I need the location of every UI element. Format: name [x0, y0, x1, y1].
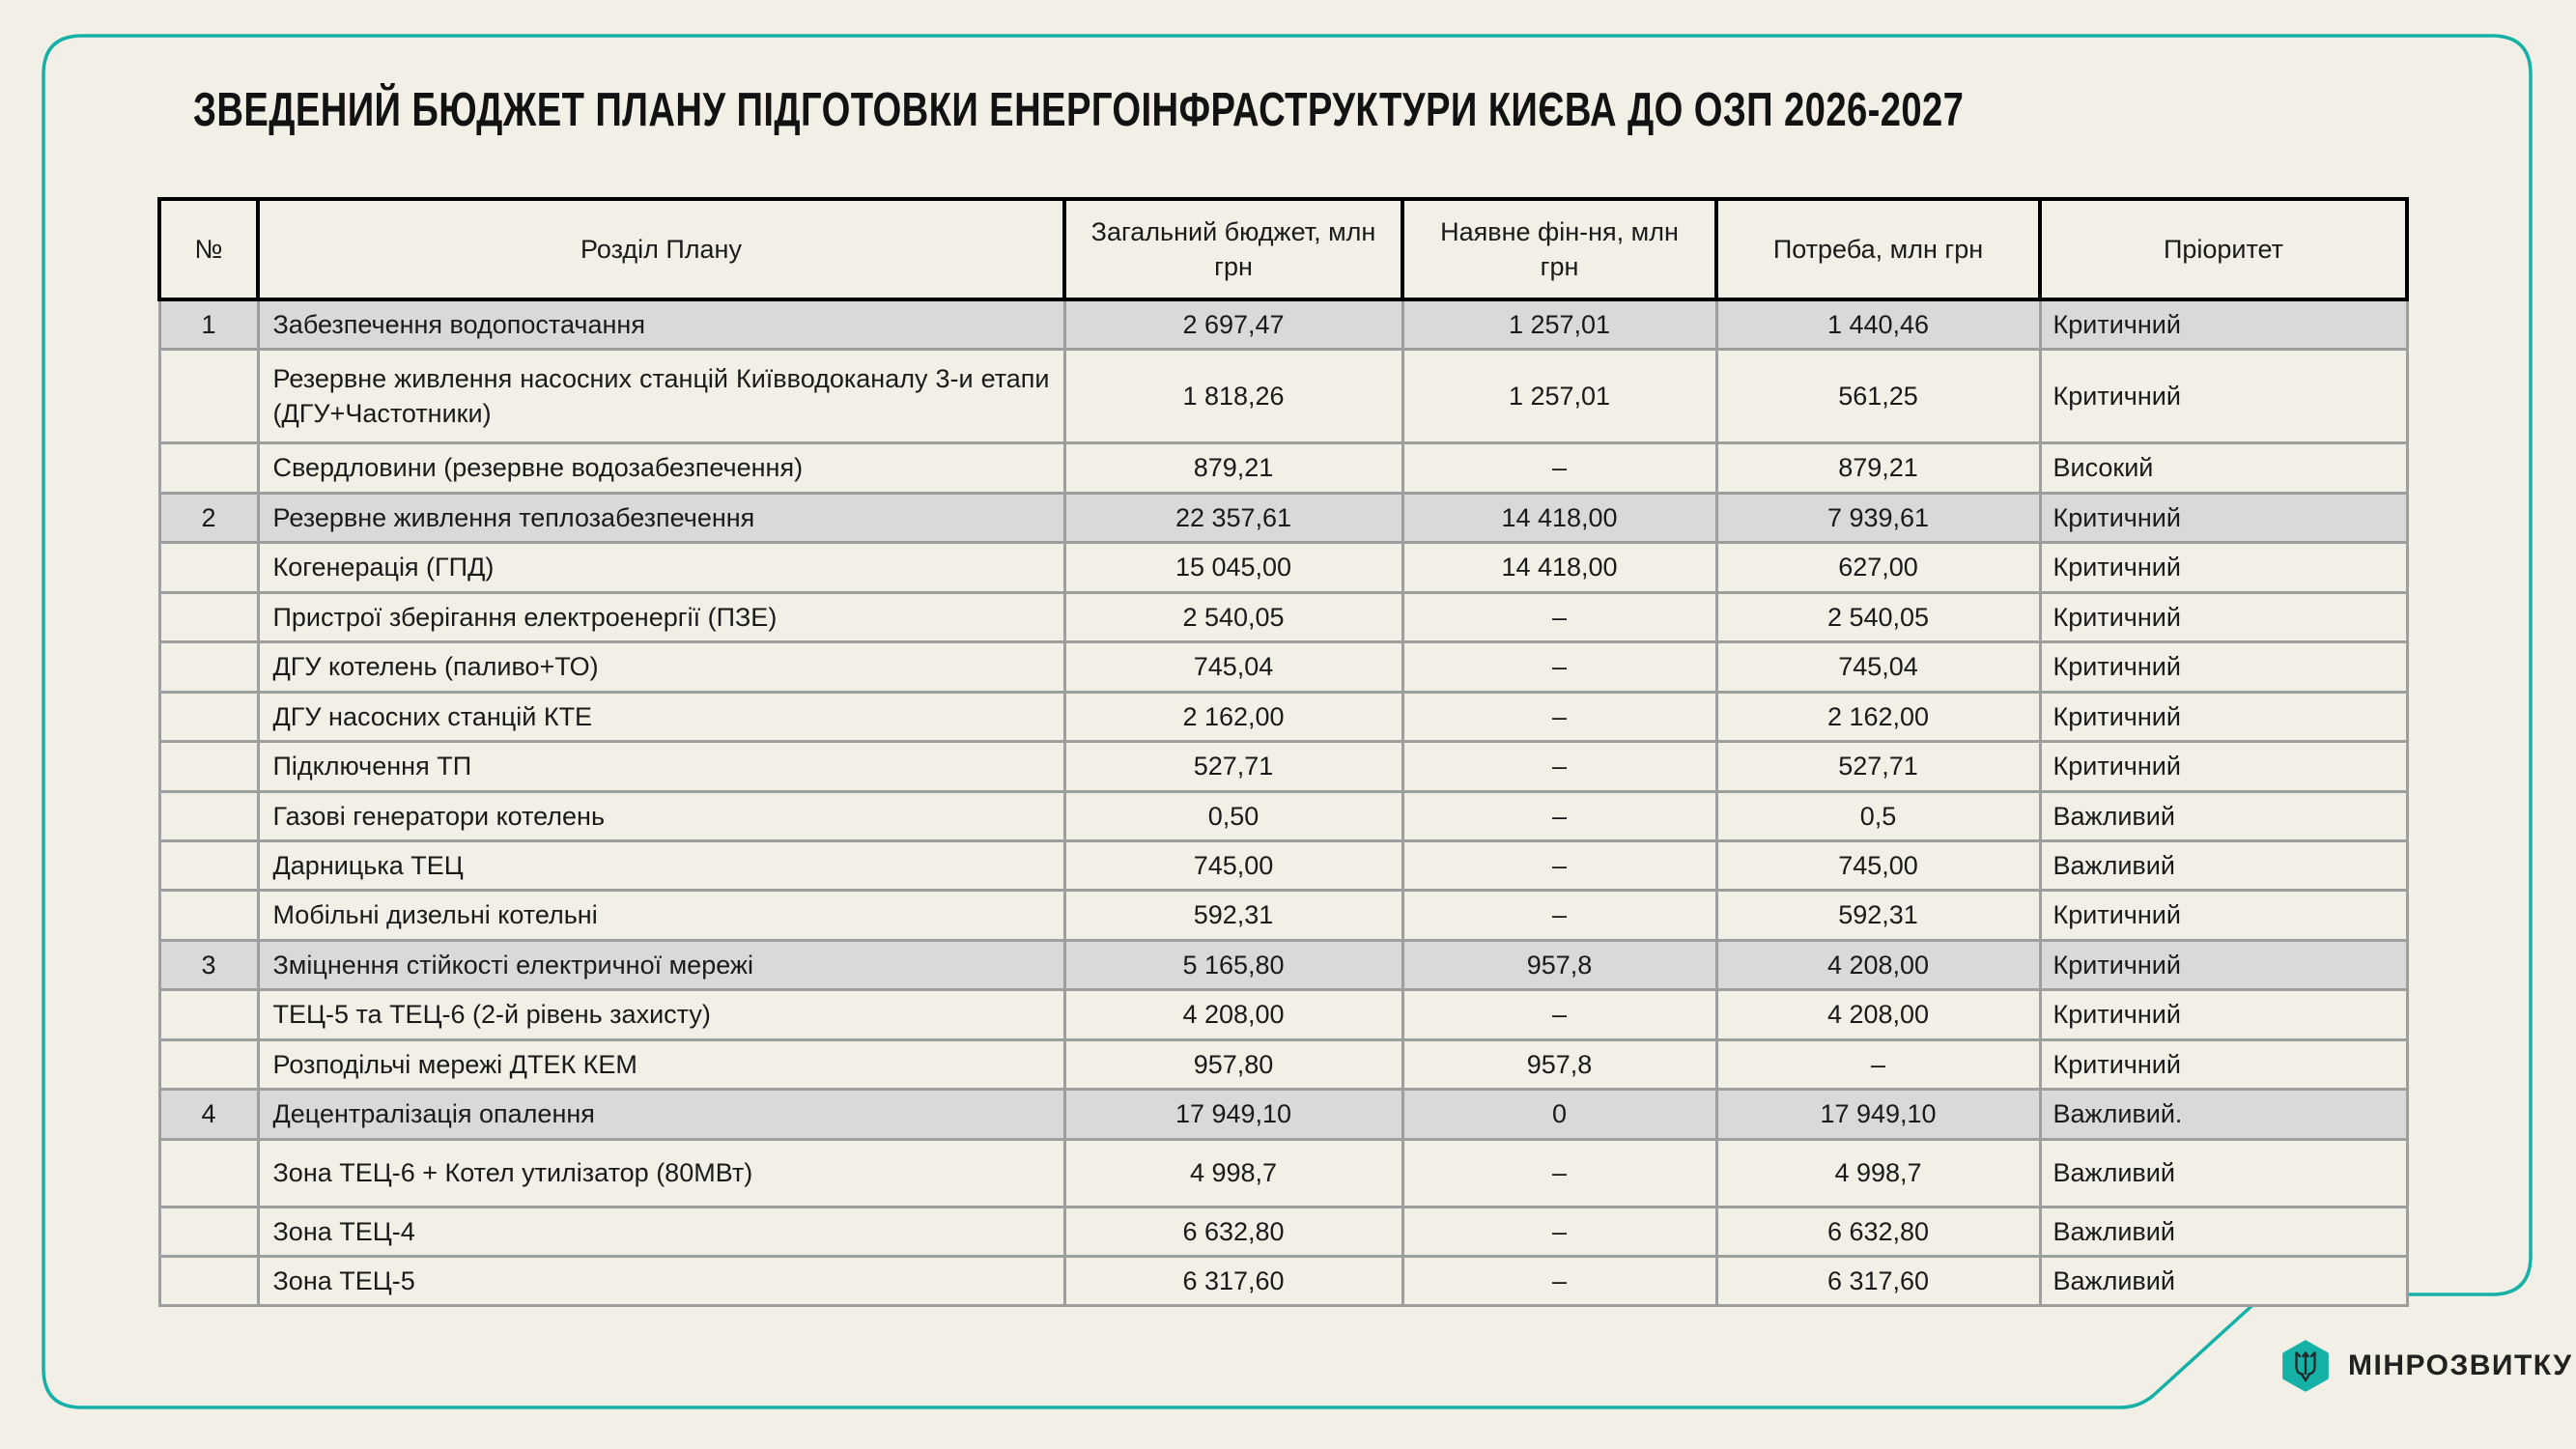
row-number-cell: [159, 592, 258, 641]
available-financing-cell: –: [1402, 791, 1716, 840]
row-number-cell: [159, 1139, 258, 1207]
header-need: Потреба, млн грн: [1716, 199, 2040, 299]
available-financing-cell: –: [1402, 840, 1716, 890]
row-number-cell: 2: [159, 493, 258, 542]
plan-section-cell: Зона ТЕЦ-4: [258, 1207, 1064, 1256]
total-budget-cell: 2 540,05: [1064, 592, 1402, 641]
header-number: №: [159, 199, 258, 299]
total-budget-cell: 4 208,00: [1064, 990, 1402, 1039]
available-financing-cell: –: [1402, 1257, 1716, 1306]
total-budget-cell: 4 998,7: [1064, 1139, 1402, 1207]
priority-cell: Критичний: [2040, 642, 2407, 692]
priority-cell: Критичний: [2040, 891, 2407, 940]
plan-section-cell: Розподільчі мережі ДТЕК КЕМ: [258, 1039, 1064, 1089]
need-cell: 6 632,80: [1716, 1207, 2040, 1256]
priority-cell: Критичний: [2040, 940, 2407, 989]
available-financing-cell: –: [1402, 1139, 1716, 1207]
plan-section-cell: Зона ТЕЦ-5: [258, 1257, 1064, 1306]
available-financing-cell: 14 418,00: [1402, 493, 1716, 542]
table-row: [159, 692, 2407, 741]
plan-section-cell: ТЕЦ-5 та ТЕЦ-6 (2-й рівень захисту): [258, 990, 1064, 1039]
priority-cell: Критичний: [2040, 1039, 2407, 1089]
table-row: [159, 543, 2407, 592]
plan-section-cell: Газові генератори котелень: [258, 791, 1064, 840]
available-financing-cell: –: [1402, 642, 1716, 692]
plan-section-cell: Дарницька ТЕЦ: [258, 840, 1064, 890]
header-plan-section: Розділ Плану: [258, 199, 1064, 299]
total-budget-cell: 745,04: [1064, 642, 1402, 692]
table-row: [159, 1257, 2407, 1306]
row-number-cell: [159, 543, 258, 592]
available-financing-cell: 0: [1402, 1090, 1716, 1139]
need-cell: 745,00: [1716, 840, 2040, 890]
need-cell: 561,25: [1716, 350, 2040, 443]
row-number-cell: [159, 891, 258, 940]
priority-cell: Критичний: [2040, 990, 2407, 1039]
available-financing-cell: –: [1402, 990, 1716, 1039]
plan-section-cell: Свердловини (резервне водозабезпечення): [258, 443, 1064, 493]
table-row: [159, 493, 2407, 542]
row-number-cell: [159, 1039, 258, 1089]
need-cell: 2 540,05: [1716, 592, 2040, 641]
need-cell: 745,04: [1716, 642, 2040, 692]
priority-cell: Важливий: [2040, 840, 2407, 890]
priority-cell: Важливий: [2040, 1207, 2407, 1256]
total-budget-cell: 22 357,61: [1064, 493, 1402, 542]
plan-section-cell: Децентралізація опалення: [258, 1090, 1064, 1139]
need-cell: –: [1716, 1039, 2040, 1089]
priority-cell: Критичний: [2040, 742, 2407, 791]
budget-table: [157, 197, 2409, 1307]
table-row: [159, 990, 2407, 1039]
priority-cell: Критичний: [2040, 299, 2407, 350]
header-available-financing: Наявне фін-ня, млн грн: [1402, 199, 1716, 299]
total-budget-cell: 6 317,60: [1064, 1257, 1402, 1306]
row-number-cell: [159, 990, 258, 1039]
need-cell: 6 317,60: [1716, 1257, 2040, 1306]
row-number-cell: 1: [159, 299, 258, 350]
row-number-cell: [159, 791, 258, 840]
ministry-logo-text: МІНРОЗВИТКУ: [2348, 1350, 2573, 1381]
row-number-cell: [159, 742, 258, 791]
priority-cell: Важливий: [2040, 1139, 2407, 1207]
available-financing-cell: –: [1402, 692, 1716, 741]
table-row: [159, 592, 2407, 641]
need-cell: 879,21: [1716, 443, 2040, 493]
plan-section-cell: ДГУ насосних станцій КТЕ: [258, 692, 1064, 741]
plan-section-cell: Мобільні дизельні котельні: [258, 891, 1064, 940]
table-row: [159, 642, 2407, 692]
available-financing-cell: 1 257,01: [1402, 350, 1716, 443]
total-budget-cell: 0,50: [1064, 791, 1402, 840]
total-budget-cell: 5 165,80: [1064, 940, 1402, 989]
available-financing-cell: 957,8: [1402, 940, 1716, 989]
total-budget-cell: 17 949,10: [1064, 1090, 1402, 1139]
row-number-cell: [159, 1207, 258, 1256]
priority-cell: Критичний: [2040, 493, 2407, 542]
row-number-cell: 3: [159, 940, 258, 989]
total-budget-cell: 527,71: [1064, 742, 1402, 791]
plan-section-cell: Когенерація (ГПД): [258, 543, 1064, 592]
need-cell: 1 440,46: [1716, 299, 2040, 350]
total-budget-cell: 957,80: [1064, 1039, 1402, 1089]
priority-cell: Важливий: [2040, 791, 2407, 840]
need-cell: 527,71: [1716, 742, 2040, 791]
table-row: [159, 791, 2407, 840]
priority-cell: Критичний: [2040, 692, 2407, 741]
table-row: [159, 1039, 2407, 1089]
ministry-logo: [2279, 1337, 2573, 1395]
need-cell: 17 949,10: [1716, 1090, 2040, 1139]
total-budget-cell: 6 632,80: [1064, 1207, 1402, 1256]
page-title: ЗВЕДЕНИЙ БЮДЖЕТ ПЛАНУ ПІДГОТОВКИ ЕНЕРГОІНФРАСТРУКТУРИ КИЄВА ДО ОЗП 2026-2027: [193, 84, 1965, 136]
need-cell: 4 208,00: [1716, 940, 2040, 989]
plan-section-cell: Резервне живлення насосних станцій Київводоканалу 3-и етапи (ДГУ+Частотники): [258, 350, 1064, 443]
need-cell: 627,00: [1716, 543, 2040, 592]
need-cell: 2 162,00: [1716, 692, 2040, 741]
priority-cell: Критичний: [2040, 543, 2407, 592]
row-number-cell: [159, 1257, 258, 1306]
table-row: [159, 299, 2407, 350]
row-number-cell: [159, 443, 258, 493]
need-cell: 4 208,00: [1716, 990, 2040, 1039]
total-budget-cell: 879,21: [1064, 443, 1402, 493]
total-budget-cell: 15 045,00: [1064, 543, 1402, 592]
need-cell: 4 998,7: [1716, 1139, 2040, 1207]
table-row: [159, 742, 2407, 791]
table-row: [159, 1207, 2407, 1256]
plan-section-cell: Підключення ТП: [258, 742, 1064, 791]
available-financing-cell: –: [1402, 592, 1716, 641]
table-row: [159, 443, 2407, 493]
table-row: [159, 1139, 2407, 1207]
total-budget-cell: 592,31: [1064, 891, 1402, 940]
total-budget-cell: 2 162,00: [1064, 692, 1402, 741]
budget-table-header: [159, 199, 2407, 299]
row-number-cell: [159, 840, 258, 890]
need-cell: 592,31: [1716, 891, 2040, 940]
need-cell: 7 939,61: [1716, 493, 2040, 542]
available-financing-cell: 14 418,00: [1402, 543, 1716, 592]
table-row: [159, 350, 2407, 443]
priority-cell: Важливий: [2040, 1257, 2407, 1306]
available-financing-cell: 1 257,01: [1402, 299, 1716, 350]
total-budget-cell: 1 818,26: [1064, 350, 1402, 443]
plan-section-cell: ДГУ котелень (паливо+ТО): [258, 642, 1064, 692]
available-financing-cell: –: [1402, 891, 1716, 940]
budget-table-body: [159, 299, 2407, 1306]
table-row: [159, 891, 2407, 940]
header-total-budget: Загальний бюджет, млн грн: [1064, 199, 1402, 299]
priority-cell: Високий: [2040, 443, 2407, 493]
available-financing-cell: 957,8: [1402, 1039, 1716, 1089]
priority-cell: Критичний: [2040, 350, 2407, 443]
plan-section-cell: Зміцнення стійкості електричної мережі: [258, 940, 1064, 989]
available-financing-cell: –: [1402, 443, 1716, 493]
row-number-cell: 4: [159, 1090, 258, 1139]
header-row: [159, 199, 2407, 299]
plan-section-cell: Пристрої зберігання електроенергії (ПЗЕ): [258, 592, 1064, 641]
table-row: [159, 1090, 2407, 1139]
row-number-cell: [159, 692, 258, 741]
trident-hexagon-icon: [2279, 1337, 2332, 1395]
total-budget-cell: 2 697,47: [1064, 299, 1402, 350]
header-priority: Пріоритет: [2040, 199, 2407, 299]
table-row: [159, 840, 2407, 890]
need-cell: 0,5: [1716, 791, 2040, 840]
plan-section-cell: Забезпечення водопостачання: [258, 299, 1064, 350]
table-row: [159, 940, 2407, 989]
plan-section-cell: Зона ТЕЦ-6 + Котел утилізатор (80МВт): [258, 1139, 1064, 1207]
available-financing-cell: –: [1402, 742, 1716, 791]
available-financing-cell: –: [1402, 1207, 1716, 1256]
total-budget-cell: 745,00: [1064, 840, 1402, 890]
priority-cell: Критичний: [2040, 592, 2407, 641]
row-number-cell: [159, 350, 258, 443]
plan-section-cell: Резервне живлення теплозабезпечення: [258, 493, 1064, 542]
row-number-cell: [159, 642, 258, 692]
priority-cell: Важливий.: [2040, 1090, 2407, 1139]
